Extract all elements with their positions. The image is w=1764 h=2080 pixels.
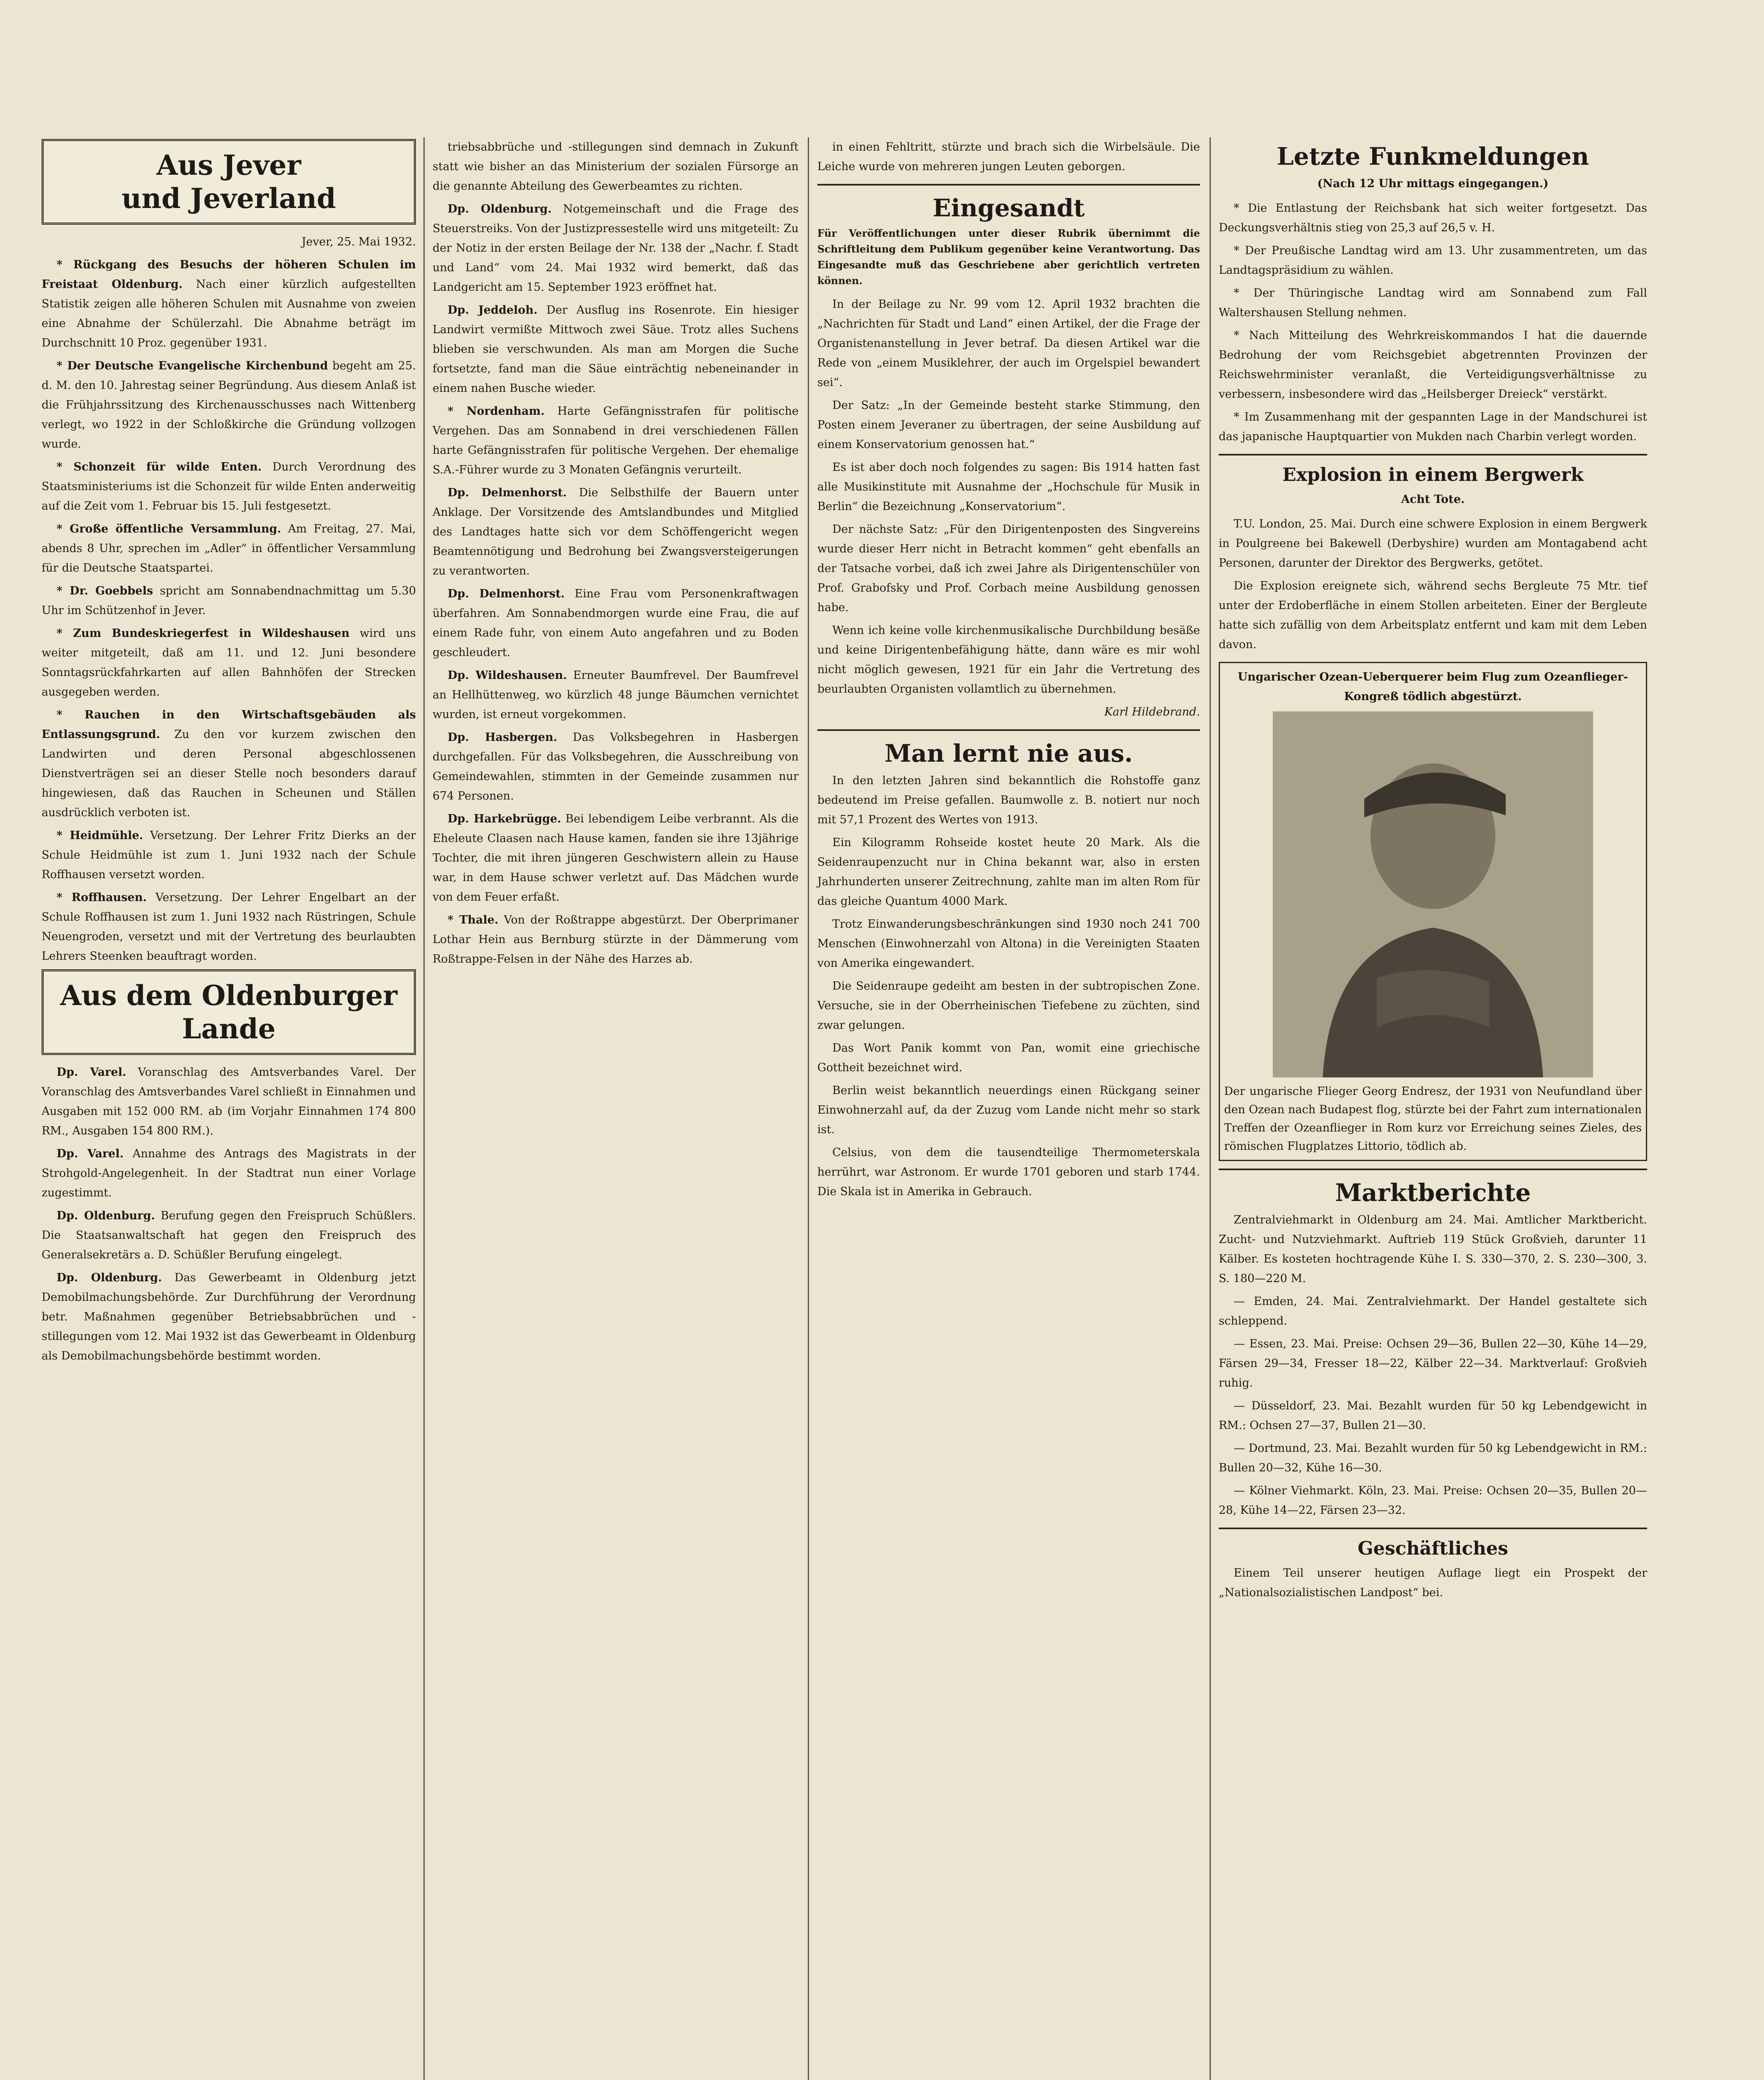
article-text: Die Selbsthilfe der Bauern unter Anklage. Der Vorsitzende des Amtslandbundes und Mitglied des Landtages hatte sich vor dem Schöffengericht wegen Beamtennötigung und Bedrohung bei Zwangsversteigerungen zu verantworten. — [433, 486, 799, 577]
article-text: Am Freitag, 27. Mai, abends 8 Uhr, sprechen im „Adler“ in öffentlicher Versammlung für die Deutsche Staatspartei. — [42, 522, 416, 574]
eingesandt-title: Eingesandt — [933, 194, 1085, 222]
paragraph: Der nächste Satz: „Für den Dirigentenposten des Singvereins wurde dieser Herr nicht in Betracht kommen“ geht ebenfalls an der Tatsache vorbei, daß ich zwei Jahre als Dirigentenschüler von Prof. Grabofsky und Prof. Corbach meine Ausbildung genossen habe. — [817, 523, 1200, 614]
paragraph: Der Satz: „In der Gemeinde besteht starke Stimmung, den Posten einem Jeveraner zu übertragen, der seine Ausbildung auf einem Konservatorium genossen hat.“ — [817, 399, 1200, 451]
article-text: Versetzung. Der Lehrer Fritz Dierks an der Schule Heidmühle ist zum 1. Juni 1932 nach der Schule Roffhausen versetzt worden. — [42, 829, 416, 881]
article-lead: * Große öffentliche Versammlung. — [57, 522, 281, 535]
article-paragraph — [433, 137, 799, 196]
article-lead: Dp. Delmenhorst. — [448, 587, 565, 600]
article-lead: Dp. Hasbergen. — [448, 731, 557, 744]
article-paragraph — [42, 519, 416, 578]
explosion-subtitle: Acht Tote. — [1401, 493, 1465, 506]
article-paragraph — [817, 137, 1200, 176]
market-title: Marktberichte — [1335, 1179, 1531, 1207]
photo-title: Ungarischer Ozean-Ueberquerer beim Flug zum Ozeanflieger-Kongreß tödlich abgestürzt. — [1237, 671, 1628, 703]
funk-subtitle: (Nach 12 Uhr mittags eingegangen.) — [1317, 177, 1549, 190]
divider — [817, 729, 1200, 731]
explosion-body — [1219, 514, 1647, 654]
divider — [1219, 454, 1647, 456]
article-text: Nach einer kürzlich aufgestellten Statistik zeigen alle höheren Schulen mit Ausnahme von zweien eine Abnahme der Schülerzahl. Die Abnahme beträgt im Durchschnitt 10 Proz. gegenüber 1931. — [42, 278, 416, 349]
photo-block — [1219, 662, 1647, 1161]
article-paragraph — [42, 457, 416, 516]
heading-line-1: Aus dem Oldenburger — [60, 979, 398, 1012]
article-paragraph — [433, 483, 799, 581]
article-lead: * Heidmühle. — [57, 829, 143, 842]
article-text: Versetzung. Der Lehrer Engelbart an der Schule Roffhausen ist zum 1. Juni 1932 nach Rüstringen, Schule Neuengroden, versetzt und mit der Vertretung des beurlaubten Lehrers Steenken beauftragt worden. — [42, 891, 416, 963]
article-lead: * Rauchen in den Wirtschaftsgebäuden als Entlassungsgrund. — [42, 708, 416, 741]
paragraph: In der Beilage zu Nr. 99 vom 12. April 1932 brachten die „Nachrichten für Stadt und Land“ einen Artikel, der die Frage der Organistenanstellung in Jever betraf. Da diesen Artikel war die Rede von „einem Musiklehrer, der auch im Orgelspiel bewandert sei“. — [817, 298, 1200, 389]
article-paragraph — [433, 199, 799, 297]
article-text: Durch Verordnung des Staatsministeriums ist die Schonzeit für wilde Enten anderweitig auf die Zeit vom 1. Februar bis 15. Juli festgesetzt. — [42, 461, 416, 513]
article-lead: Dp. Jeddeloh. — [448, 304, 538, 317]
article-paragraph — [42, 1062, 416, 1141]
divider — [1219, 1169, 1647, 1170]
article-text: spricht am Sonnabendnachmittag um 5.30 Uhr im Schützenhof in Jever. — [42, 584, 416, 617]
paragraph: — Kölner Viehmarkt. Köln, 23. Mai. Preise: Ochsen 20—35, Bullen 20—28, Kühe 14—22, Färsen 23—32. — [1219, 1484, 1647, 1517]
heading-line-2: Lande — [182, 1013, 276, 1045]
article-text: Das Volksbegehren in Hasbergen durchgefallen. Für das Volksbegehren, die Ausschreibung von Gemeindewahlen, stimmten in der Gemeinde zusammen nur 674 Personen. — [433, 731, 799, 802]
paragraph: — Dortmund, 23. Mai. Bezahlt wurden für 50 kg Lebendgewicht in RM.: Bullen 20—32, Kühe 16—30. — [1219, 1442, 1647, 1474]
article-lead: * Thale. — [448, 914, 499, 926]
article-lead: Dp. Harkebrügge. — [448, 812, 562, 825]
article-lead: Dp. Varel. — [57, 1066, 126, 1079]
article-text: Eine Frau vom Personenkraftwagen überfahren. Am Sonnabendmorgen wurde eine Frau, die auf einem Rade fuhr, von einem Auto angefahren und zu Boden geschleudert. — [433, 587, 799, 659]
paragraph: * Nach Mitteilung des Wehrkreiskommandos I hat die dauernde Bedrohung der vom Reichsgebiet abgetrennten Provinzen der Reichswehrminister veranlaßt, die Verteidigungsverhältnisse zu verbessern, insbesondere wird das „Heilsberger Dreieck“ verstärkt. — [1219, 329, 1647, 401]
article-paragraph — [433, 809, 799, 907]
paragraph: — Düsseldorf, 23. Mai. Bezahlt wurden für 50 kg Lebendgewicht in RM.: Ochsen 27—37, Bullen 21—30. — [1219, 1399, 1647, 1432]
article-text: Erneuter Baumfrevel. Der Baumfrevel an Hellhüttenweg, wo kürzlich 48 junge Bäumchen vernichtet wurden, ist erneut vorgekommen. — [433, 669, 799, 721]
column-4 — [1219, 137, 1647, 1606]
article-lead: * Nordenham. — [448, 405, 545, 418]
jever-articles — [42, 255, 416, 966]
article-text: in einen Fehltritt, stürzte und brach sich die Wirbelsäule. Die Leiche wurde von mehreren jungen Leuten geborgen. — [817, 141, 1200, 173]
article-paragraph — [42, 581, 416, 620]
explosion-title: Explosion in einem Bergwerk — [1282, 464, 1583, 485]
article-paragraph — [42, 1206, 416, 1265]
article-text: Der Ausflug ins Rosenrote. Ein hiesiger Landwirt vermißte Mittwoch zwei Säue. Trotz alles Suchens blieben sie verschwunden. Als man am Morgen die Suche fortsetzte, fand man die Säue einträchtig nebeneinander in einem nahen Busche wieder. — [433, 304, 799, 395]
article-lead: * Rückgang des Besuchs der höheren Schulen im Freistaat Oldenburg. — [42, 258, 416, 291]
eingesandt-note: Für Veröffentlichungen unter dieser Rubrik übernimmt die Schriftleitung dem Publikum gegenüber keine Verantwortung. Das Eingesandte muß das Geschriebene aber gerichtlich vertreten können. — [817, 227, 1200, 287]
column-3 — [817, 137, 1200, 1205]
article-paragraph — [42, 1268, 416, 1366]
article-text: begeht am 25. d. M. den 10. Jahrestag seiner Begründung. Aus diesem Anlaß ist die Frühjahrssitzung des Kirchenausschusses nach Wittenberg verlegt, wo 1922 in der Schloßkirche die Gründung vollzogen wurde. — [42, 359, 416, 451]
paragraph: Es ist aber doch noch folgendes zu sagen: Bis 1914 hatten fast alle Musikinstitute mit Ausnahme der „Hochschule für Musik in Berlin“ die Bezeichnung „Konservatorium“. — [817, 461, 1200, 513]
article-paragraph — [42, 826, 416, 884]
article-lead: Dp. Oldenburg. — [57, 1209, 155, 1222]
heading-line-1: Aus Jever — [156, 149, 301, 181]
funk-title: Letzte Funkmeldungen — [1277, 142, 1589, 171]
column-1 — [42, 137, 416, 1369]
funk-news — [1219, 198, 1647, 446]
eingesandt-body — [817, 295, 1200, 699]
article-text: Bei lebendigem Leibe verbrannt. Als die Eheleute Claasen nach Hause kamen, fanden sie ihre 13jährige Tochter, die mit ihren jüngeren Geschwistern allein zu Hause war, in dem Hause schwer verletzt auf. Das Mädchen wurde von dem Feuer erfaßt. — [433, 812, 799, 904]
paragraph: * Die Entlastung der Reichsbank hat sich weiter fortgesetzt. Das Deckungsverhältnis stieg von 25,3 auf 26,5 v. H. — [1219, 202, 1647, 234]
article-paragraph — [433, 728, 799, 806]
column-2 — [433, 137, 799, 972]
article-text: Harte Gefängnisstrafen für politische Vergehen. Das am Sonnabend in drei verschiedenen Fällen harte Gefängnisstrafen für politische Vergehen. Der ehemalige S.A.-Führer wurde zu 3 Monaten Gefängnis verurteilt. — [433, 405, 799, 476]
portrait-illustration — [1273, 711, 1593, 1077]
paragraph: Zentralviehmarkt in Oldenburg am 24. Mai. Amtlicher Marktbericht. Zucht- und Nutzviehmarkt. Auftrieb 119 Stück Großvieh, darunter 11 Kälber. Es kosteten hochtragende Kühe I. S. 330—370, 2. S. 230—300, 3. S. 180—220 M. — [1219, 1213, 1647, 1285]
article-text: Zu den vor kurzem zwischen den Landwirten und deren Personal abgeschlossenen Dienstverträgen sei an dieser Stelle noch besonders darauf hingewiesen, daß das Rauchen in Scheunen und Ställen ausdrücklich verboten ist. — [42, 728, 416, 819]
article-lead: * Dr. Goebbels — [57, 584, 153, 597]
article-paragraph — [42, 888, 416, 966]
oldenburg-articles — [42, 1062, 416, 1366]
article-text: Das Gewerbeamt in Oldenburg jetzt Demobilmachungsbehörde. Zur Durchführung der Verordnung betr. Maßnahmen gegenüber Betriebsabbrüchen und -stillegungen vom 12. Mai 1932 ist das Gewerbeamt in Oldenburg als Demobilmachungsbehörde bestimmt worden. — [42, 1271, 416, 1362]
article-paragraph — [42, 255, 416, 353]
paragraph: Die Seidenraupe gedeiht am besten in der subtropischen Zone. Versuche, sie in der Oberrheinischen Tiefebene zu züchten, sind zwar gelungen. — [817, 980, 1200, 1032]
article-paragraph — [433, 300, 799, 398]
article-lead: * Roffhausen. — [57, 891, 147, 904]
paragraph: T.U. London, 25. Mai. Durch eine schwere Explosion in einem Bergwerk in Poulgreene bei Bakewell (Derbyshire) wurden am Montagabend acht Personen, darunter der Direktor des Bergwerks, getötet. — [1219, 518, 1647, 570]
signature: Karl Hildebrand. — [1104, 706, 1200, 718]
section-heading-jever — [42, 139, 416, 225]
article-lead: Dp. Oldenburg. — [57, 1271, 162, 1284]
article-text: Berufung gegen den Freispruch Schüßlers. Die Staatsanwaltschaft hat gegen den Freispruch des Generalsekretärs a. D. Schüßler Berufung eingelegt. — [42, 1209, 416, 1261]
article-text: Voranschlag des Amtsverbandes Varel. Der Voranschlag des Amtsverbandes Varel schließt in Einnahmen und Ausgaben mit 152 000 RM. ab (im Vorjahr Einnahmen 174 800 RM., Ausgaben 154 800 RM.). — [42, 1066, 416, 1137]
photo-caption: Der ungarische Flieger Georg Endresz, der 1931 von Neufundland über den Ozean nach Budapest flog, stürzte bei der Fahrt zum internationalen Treffen der Ozeanflieger in Rom kurz vor Erreichung seines Zieles, des römischen Flugplatzes Littorio, tödlich ab. — [1224, 1085, 1642, 1153]
paragraph: — Essen, 23. Mai. Preise: Ochsen 29—36, Bullen 22—30, Kühe 14—29, Färsen 29—34, Fresser 18—22, Kälber 22—34. Marktverlauf: Großvieh ruhig. — [1219, 1337, 1647, 1389]
section-heading-oldenburg — [42, 969, 416, 1055]
article-lead: * Schonzeit für wilde Enten. — [57, 461, 262, 473]
heading-line-2: und Jeverland — [121, 182, 336, 215]
paragraph: Celsius, von dem die tausendteilige Thermometerskala herrührt, war Astronom. Er wurde 1701 geboren und starb 1744. Die Skala ist in Amerika in Gebrauch. — [817, 1146, 1200, 1198]
paragraph: Berlin weist bekanntlich neuerdings einen Rückgang seiner Einwohnerzahl auf, da der Zuzug vom Lande nicht mehr so stark ist. — [817, 1084, 1200, 1136]
article-lead: * Zum Bundeskriegerfest in Wildeshausen — [57, 627, 350, 640]
business-text: Einem Teil unserer heutigen Auflage liegt ein Prospekt der „Nationalsozialistischen Landpost“ bei. — [1219, 1567, 1647, 1599]
lernt-body — [817, 771, 1200, 1201]
column-rule — [1210, 137, 1211, 2080]
article-text: Von der Roßtrappe abgestürzt. Der Oberprimaner Lothar Hein aus Bernburg stürzte in der Dämmerung vom Roßtrappe-Felsen in der Nähe des Harzes ab. — [433, 914, 799, 966]
column-2-articles — [433, 137, 799, 969]
paragraph: Die Explosion ereignete sich, während sechs Bergleute 75 Mtr. tief unter der Erdoberfläche in einem Stollen arbeiteten. Einer der Bergleute hatte sich zufällig von dem Arbeitsplatz entfernt und kam mit dem Leben davon. — [1219, 579, 1647, 651]
article-lead: Dp. Varel. — [57, 1147, 124, 1160]
article-lead: Dp. Delmenhorst. — [448, 486, 567, 499]
column-3-articles — [817, 137, 1200, 176]
paragraph: In den letzten Jahren sind bekanntlich die Rohstoffe ganz bedeutend im Preise gefallen. Baumwolle z. B. notiert nur noch mit 57,1 Prozent des Wertes von 1913. — [817, 774, 1200, 826]
article-lead: Dp. Oldenburg. — [448, 203, 552, 215]
article-lead: Dp. Wildeshausen. — [448, 669, 567, 682]
article-paragraph — [433, 584, 799, 662]
article-paragraph — [42, 1144, 416, 1203]
paragraph: Ein Kilogramm Rohseide kostet heute 20 Mark. Als die Seidenraupenzucht nur in China bekannt war, also in ersten Jahrhunderten unserer Zeitrechnung, zahlte man im alten Rom für das gleiche Quantum 4000 Mark. — [817, 836, 1200, 908]
article-text: triebsabbrüche und -stillegungen sind demnach in Zukunft statt wie bisher an das Ministerium der sozialen Fürsorge an die genannte Abteilung des Gewerbeamtes zu richten. — [433, 141, 799, 193]
paragraph: Das Wort Panik kommt von Pan, womit eine griechische Gottheit bezeichnet wird. — [817, 1042, 1200, 1074]
portrait-photo — [1273, 711, 1593, 1077]
divider — [817, 184, 1200, 186]
lernt-title: Man lernt nie aus. — [884, 739, 1133, 768]
dateline: Jever, 25. Mai 1932. — [302, 235, 416, 248]
article-paragraph — [42, 624, 416, 702]
market-body — [1219, 1210, 1647, 1520]
article-lead: * Der Deutsche Evangelische Kirchenbund — [57, 359, 328, 372]
article-paragraph — [42, 356, 416, 454]
article-paragraph — [433, 401, 799, 480]
paragraph: Wenn ich keine volle kirchenmusikalische Durchbildung besäße und keine Dirigentenbefähigung hätte, dann wäre es mir wohl nicht möglich gewesen, 1921 für ein Jahr die Vertretung des beurlaubten Organisten vollamtlich zu übernehmen. — [817, 624, 1200, 696]
article-paragraph — [42, 705, 416, 822]
column-rule — [423, 137, 425, 2080]
paragraph: * Der Thüringische Landtag wird am Sonnabend zum Fall Waltershausen Stellung nehmen. — [1219, 287, 1647, 319]
paragraph: — Emden, 24. Mai. Zentralviehmarkt. Der Handel gestaltete sich schleppend. — [1219, 1295, 1647, 1327]
divider — [1219, 1528, 1647, 1529]
article-paragraph — [433, 666, 799, 724]
column-rule — [808, 137, 809, 2080]
paragraph: * Im Zusammenhang mit der gespannten Lage in der Mandschurei ist das japanische Hauptquartier von Mukden nach Charbin verlegt worden. — [1219, 411, 1647, 443]
article-text: Notgemeinschaft und die Frage des Steuerstreiks. Von der Justizpressestelle wird uns mitgeteilt: Zu der Notiz in der ersten Beilage der Nr. 138 der „Nachr. f. Stadt und Land“ vom 24. Mai 1932 wird bemerkt, daß das Landgericht am 15. September 1923 eröffnet hat. — [433, 203, 799, 294]
article-text: Annahme des Antrags des Magistrats in der Strohgold-Angelegenheit. In der Stadtrat nun einer Vorlage zugestimmt. — [42, 1147, 416, 1199]
article-text: wird uns weiter mitgeteilt, daß am 11. und 12. Juni besondere Sonntagsrückfahrkarten auf allen Bahnhöfen der Strecken ausgegeben werden. — [42, 627, 416, 698]
article-paragraph — [433, 910, 799, 969]
paragraph: * Der Preußische Landtag wird am 13. Uhr zusammentreten, um das Landtagspräsidium zu wählen. — [1219, 244, 1647, 277]
business-title: Geschäftliches — [1358, 1538, 1508, 1559]
paragraph: Trotz Einwanderungsbeschränkungen sind 1930 noch 241 700 Menschen (Einwohnerzahl von Altona) in die Vereinigten Staaten von Amerika eingewandert. — [817, 918, 1200, 970]
